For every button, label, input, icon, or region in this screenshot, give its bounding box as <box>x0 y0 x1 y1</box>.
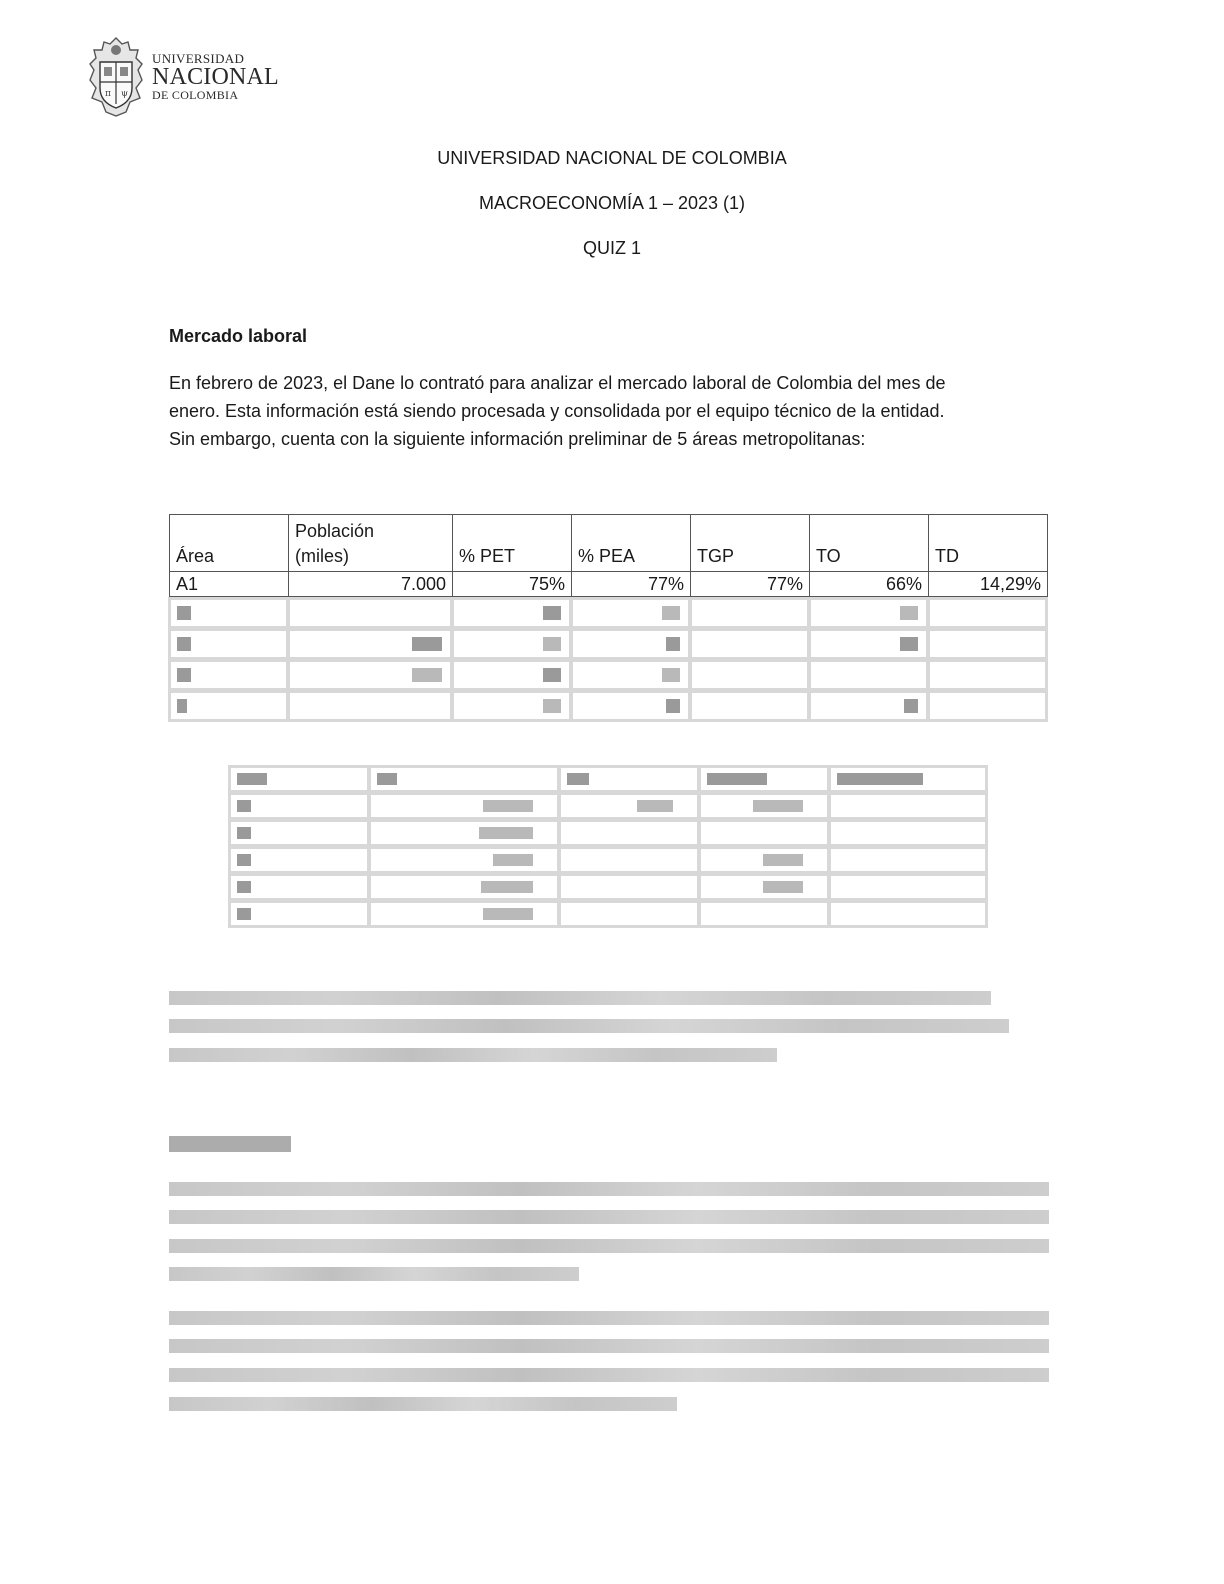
redacted-cell <box>692 662 807 688</box>
redacted-cell <box>290 693 450 719</box>
redacted-glyph <box>543 699 561 713</box>
redacted-glyph <box>666 637 680 651</box>
redacted-cell <box>231 876 367 898</box>
redacted-glyph <box>543 606 561 620</box>
redacted-text-line <box>169 1182 1049 1196</box>
redacted-cell <box>701 903 827 925</box>
redacted-text-line <box>169 1311 1049 1325</box>
redacted-glyph <box>543 637 561 651</box>
redacted-text-line <box>169 1019 1009 1033</box>
redacted-glyph <box>237 908 251 920</box>
redacted-text-line <box>169 1339 1049 1353</box>
labor-market-table <box>169 514 1048 597</box>
redacted-cell <box>930 600 1045 626</box>
header-pea: % PEA <box>572 515 691 572</box>
institution-title: UNIVERSIDAD NACIONAL DE COLOMBIA <box>437 148 787 168</box>
redacted-glyph <box>377 773 397 785</box>
intro-paragraph <box>169 369 1049 453</box>
redacted-cell <box>930 693 1045 719</box>
redacted-glyph <box>763 881 803 893</box>
redacted-glyph <box>662 668 680 682</box>
section-heading: Mercado laboral <box>169 326 308 346</box>
redacted-glyph <box>900 606 918 620</box>
logo-line-3: DE COLOMBIA <box>152 88 239 102</box>
redacted-glyph <box>637 800 673 812</box>
redacted-glyph <box>479 827 533 839</box>
redacted-glyph <box>177 668 191 682</box>
logo-wordmark <box>152 52 279 102</box>
redacted-glyph <box>567 773 589 785</box>
redacted-glyph <box>493 854 533 866</box>
redacted-cell <box>371 768 557 790</box>
redacted-glyph <box>177 606 191 620</box>
redacted-text-line <box>169 1048 777 1062</box>
redacted-cell <box>692 631 807 657</box>
cell-pet: 75% <box>453 572 572 597</box>
redacted-text-line <box>169 1239 1049 1253</box>
redacted-cell <box>831 876 985 898</box>
redacted-cell <box>561 849 697 871</box>
university-logo <box>86 36 286 122</box>
cell-td: 14,29% <box>929 572 1048 597</box>
redacted-cell <box>930 662 1045 688</box>
cell-area: A1 <box>170 572 289 597</box>
redacted-cell <box>692 693 807 719</box>
redacted-glyph <box>483 908 533 920</box>
svg-text:ψ: ψ <box>121 89 129 99</box>
redacted-text-line <box>169 1397 677 1411</box>
redacted-glyph <box>837 773 923 785</box>
redacted-glyph <box>177 699 187 713</box>
redacted-glyph <box>412 668 442 682</box>
redacted-cell <box>831 903 985 925</box>
redacted-glyph <box>481 881 533 893</box>
redacted-glyph <box>237 881 251 893</box>
redacted-cell <box>930 631 1045 657</box>
logo-line-1: UNIVERSIDAD <box>152 51 245 66</box>
redacted-glyph <box>237 773 267 785</box>
redacted-cell <box>231 795 367 817</box>
redacted-cell <box>561 822 697 844</box>
redacted-glyph <box>666 699 680 713</box>
redacted-text-line <box>169 1136 291 1152</box>
header-to: TO <box>810 515 929 572</box>
redacted-cell <box>831 849 985 871</box>
redacted-cell <box>831 795 985 817</box>
header-poblacion-line1: Población <box>295 521 375 541</box>
redacted-text-line <box>169 991 991 1005</box>
cell-poblacion: 7.000 <box>289 572 453 597</box>
redacted-cell <box>231 903 367 925</box>
course-title: MACROECONOMÍA 1 – 2023 (1) <box>478 193 746 213</box>
redacted-cell <box>561 876 697 898</box>
redacted-glyph <box>412 637 442 651</box>
redacted-glyph <box>237 854 251 866</box>
redacted-cell <box>290 600 450 626</box>
redacted-cell <box>692 600 807 626</box>
header-area: Área <box>170 515 289 572</box>
paragraph-line: enero. Esta información está siendo procesada y consolidada por el equipo técnico de la entidad. <box>169 401 945 421</box>
coat-of-arms-icon <box>86 36 146 118</box>
redacted-glyph <box>543 668 561 682</box>
redacted-glyph <box>900 637 918 651</box>
redacted-glyph <box>753 800 803 812</box>
redacted-summary-table <box>229 766 989 930</box>
header-tgp: TGP <box>691 515 810 572</box>
header-pet: % PET <box>453 515 572 572</box>
redacted-text-line <box>169 1210 1049 1224</box>
redacted-cell <box>561 903 697 925</box>
redacted-cell <box>231 822 367 844</box>
redacted-table-rows <box>169 598 1049 718</box>
cell-tgp: 77% <box>691 572 810 597</box>
redacted-glyph <box>707 773 767 785</box>
redacted-cell <box>561 795 697 817</box>
redacted-text-line <box>169 1267 579 1281</box>
redacted-glyph <box>237 827 251 839</box>
redacted-cell <box>811 662 926 688</box>
redacted-glyph <box>237 800 251 812</box>
redacted-glyph <box>177 637 191 651</box>
redacted-cell <box>171 693 286 719</box>
svg-text:π: π <box>105 89 111 99</box>
header-poblacion-line2: (miles) <box>295 546 349 566</box>
cell-to: 66% <box>810 572 929 597</box>
redacted-cell <box>701 822 827 844</box>
redacted-glyph <box>763 854 803 866</box>
header-poblacion <box>289 515 453 572</box>
table-header-row <box>170 515 1048 572</box>
header-td: TD <box>929 515 1048 572</box>
redacted-text-line <box>169 1368 1049 1382</box>
cell-pea: 77% <box>572 572 691 597</box>
paragraph-line: Sin embargo, cuenta con la siguiente información preliminar de 5 áreas metropolitanas: <box>169 429 866 449</box>
redacted-glyph <box>483 800 533 812</box>
redacted-cell <box>831 822 985 844</box>
logo-line-2: NACIONAL <box>152 64 279 90</box>
table-row <box>170 572 1048 597</box>
redacted-glyph <box>662 606 680 620</box>
quiz-title: QUIZ 1 <box>582 238 641 258</box>
redacted-glyph <box>904 699 918 713</box>
redacted-cell <box>231 849 367 871</box>
paragraph-line: En febrero de 2023, el Dane lo contrató para analizar el mercado laboral de Colombia del mes de <box>169 373 946 393</box>
